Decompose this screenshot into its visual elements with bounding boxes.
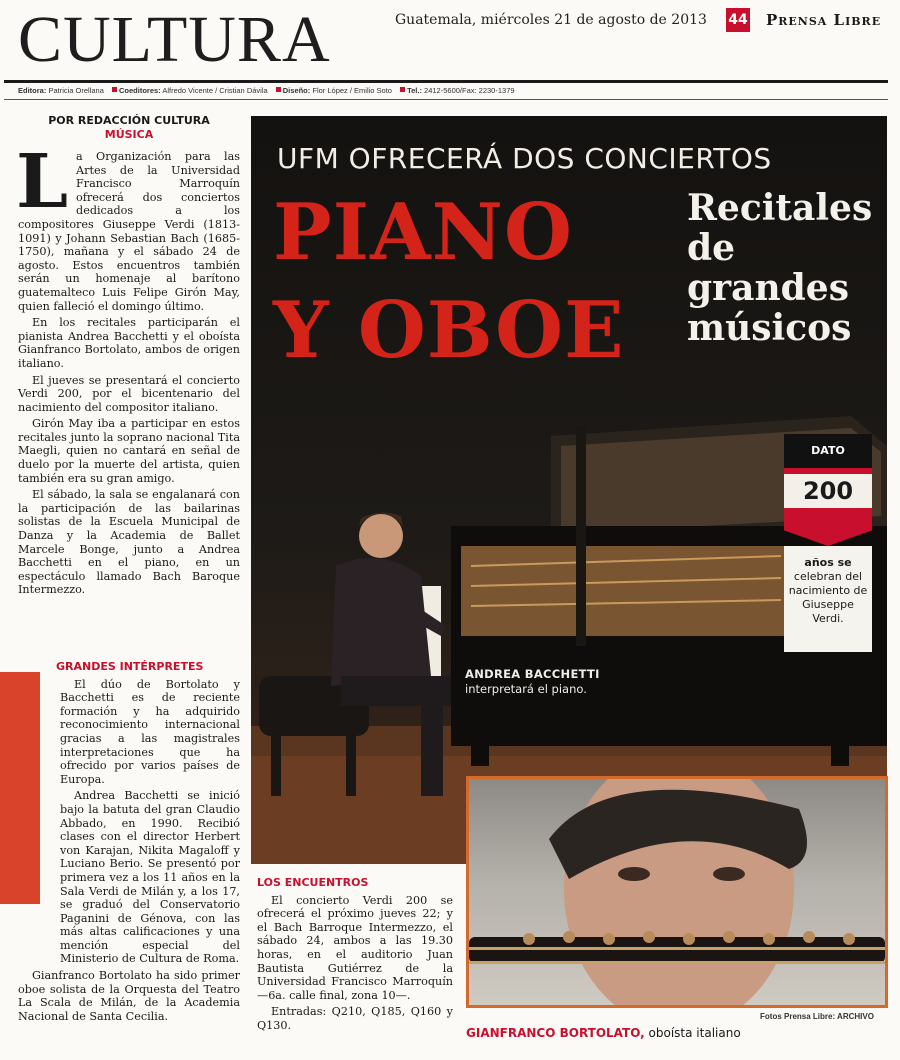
- article-paragraph: Gianfranco Bortolato ha sido primer oboe solista de la Orquesta del Teatro La Scala de Milán, de la Academia Nacional de Santa Cecilia.: [18, 969, 240, 1023]
- encuentros-section: [257, 876, 453, 1036]
- dato-label: DATO: [784, 434, 872, 468]
- oboe-caption: [466, 1026, 741, 1040]
- oboe-player-photo: [466, 776, 888, 1008]
- article-paragraph: Andrea Bacchetti se inició bajo la batuta del gran Claudio Abbado, en 1990. Recibió clases con el director Herbert von Karajan, Nikita Magaloff y Luciano Berio. Se presentó por primera vez a los 11 años en la Sala Verdi de Milán y, a los 17, se graduó del Conservatorio Paganini de Génova, con las más altas calificaciones y una mención especial del Ministerio de Cultura de Roma.: [60, 789, 240, 966]
- coeditores-label: Coeditores:: [118, 86, 161, 95]
- tel-number: 2412-5600/Fax: 2230-1379: [424, 86, 515, 95]
- staff-credits: [18, 86, 515, 95]
- editora-label: Editora:: [18, 86, 47, 95]
- newspaper-brand: Prensa Libre: [766, 11, 882, 29]
- feature-kicker: UFM OFRECERÁ DOS CONCIERTOS: [277, 142, 772, 175]
- separator-square-icon: [276, 87, 281, 92]
- article-paragraph: Entradas: Q210, Q185, Q160 y Q130.: [257, 1005, 453, 1032]
- subhead-los-encuentros: LOS ENCUENTROS: [257, 876, 369, 889]
- tel-label: Tel.:: [407, 86, 422, 95]
- photo-credit: Fotos Prensa Libre: ARCHIVO: [760, 1012, 874, 1021]
- dato-text: [784, 546, 872, 652]
- diseno-label: Diseño:: [282, 86, 311, 95]
- photo-caption-role: interpretará el piano.: [465, 682, 587, 696]
- page-number-badge: 44: [726, 8, 750, 32]
- accent-bar: [0, 672, 40, 904]
- article-paragraph: El concierto Verdi 200 se ofrecerá el próximo jueves 22; y el Bach Barroque Intermezzo, el sábado 24, ambos a las 19.30 horas, en el auditorio Juan Bautista Gutiérrez de la Universidad Francisco Marroquín —6a. calle final, zona 10—.: [257, 893, 453, 1002]
- separator-square-icon: [400, 87, 405, 92]
- photo-caption-name: ANDREA BACCHETTI: [465, 667, 600, 681]
- dato-text-body: celebran del nacimiento de Giuseppe Verdi.: [788, 570, 868, 625]
- article-paragraph: Girón May iba a participar en estos recitales junto la soprano nacional Tita Maegli, quien no cantará en señal de duelo por la muerte del artista, quien también era su gran amigo.: [18, 417, 240, 485]
- diseno-names: Flor López / Emilio Soto: [312, 86, 392, 95]
- editora-name: Patricia Orellana: [48, 86, 104, 95]
- article-paragraph: El jueves se presentará el concierto Verdi 200, por el bicentenario del nacimiento del compositor italiano.: [18, 373, 240, 414]
- separator-square-icon: [112, 87, 117, 92]
- article-paragraph: La Organización para las Artes de la Universidad Francisco Marroquín ofrecerá dos conciertos dedicados a los compositores Giuseppe Verdi (1813-1091) y Johann Sebastian Bach (1685-1750), mañana y el sábado 24 de agosto. Estos encuentros también serán un homenaje al barítono guatemalteco Luis Felipe Girón May, quien falleció el domingo último.: [16, 139, 240, 313]
- masthead-rule: [4, 80, 888, 83]
- article-paragraph: El sábado, la sala se engalanará con la participación de las bailarinas solistas de la Escuela Municipal de Danza y la Academia de Ballet Marcele Bonge, junto a Andrea Bacchetti en el piano, en un espectáculo llamado Bach Baroque Intermezzo.: [18, 488, 240, 597]
- dato-box: [784, 434, 872, 652]
- subhead-grandes-interpretes: GRANDES INTÉRPRETES: [56, 660, 204, 673]
- headline-line-1: PIANO: [273, 187, 573, 278]
- masthead: [0, 0, 900, 82]
- oboe-caption-role: oboísta italiano: [648, 1026, 741, 1040]
- feature-deck: Recitales de grandes músicos: [687, 187, 873, 349]
- article-paragraph: El dúo de Bortolato y Bacchetti es de reciente formación y ha adquirido reconocimiento internacional gracias a las magistrales interpretaciones que ha ofrecido por varios países de Europa.: [60, 677, 240, 786]
- article-paragraph: En los recitales participarán el pianista Andrea Bacchetti y el oboísta Gianfranco Bortolato, ambos de origen italiano.: [18, 316, 240, 370]
- coeditores-names: Alfredo Vicente / Cristian Dávila: [162, 86, 268, 95]
- feature-headline: [273, 184, 625, 380]
- article-column-indented: [18, 660, 240, 1026]
- drop-cap: L: [16, 139, 69, 225]
- section-title: CULTURA: [18, 3, 331, 76]
- oboe-photo-illustration: [469, 779, 885, 1005]
- dato-text-bold: años se: [804, 556, 852, 569]
- dato-number: 200: [784, 474, 872, 508]
- headline-line-2: Y OBOE: [273, 285, 625, 376]
- dateline: Guatemala, miércoles 21 de agosto de 2013: [395, 12, 707, 28]
- section-tag: MÚSICA: [104, 128, 154, 141]
- oboe-caption-name: GIANFRANCO BORTOLATO,: [466, 1026, 645, 1040]
- staff-rule: [4, 99, 888, 100]
- byline: POR REDACCIÓN CULTURA: [48, 114, 210, 127]
